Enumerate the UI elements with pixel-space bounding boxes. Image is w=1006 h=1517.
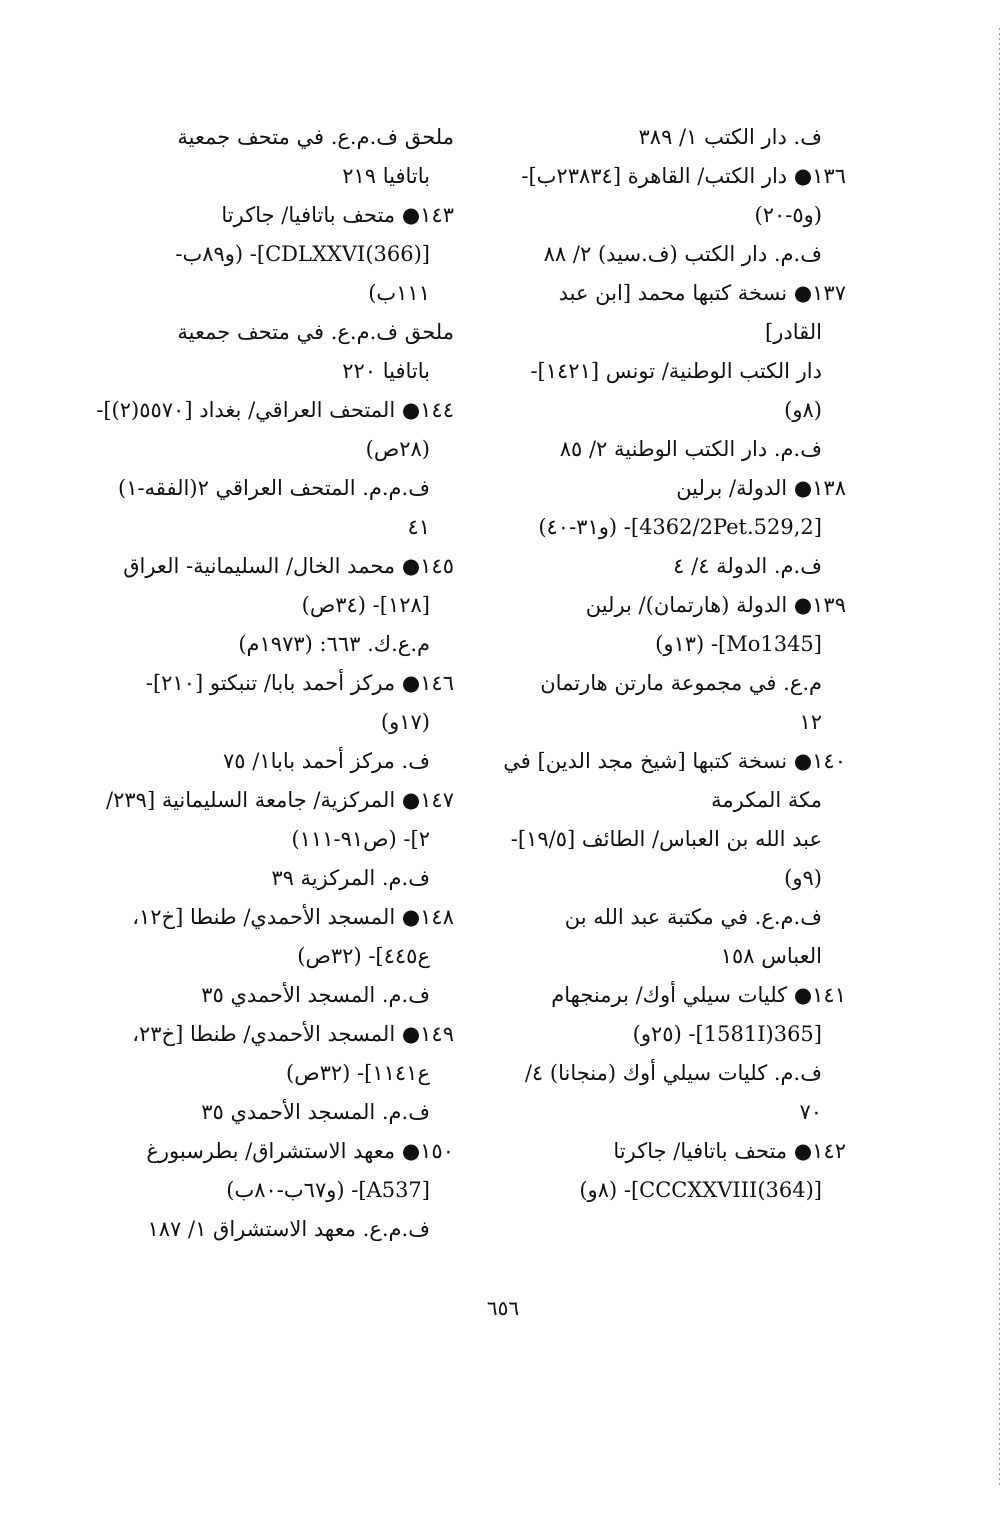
- entry-detail-line: مكة المكرمة: [711, 788, 822, 812]
- entry-detail-line: ف.م. الدولة ٤/ ٤: [673, 554, 822, 578]
- entry-detail-line: ف. مركز أحمد بابا١/ ٧٥: [223, 749, 430, 773]
- scan-edge-line: [999, 28, 1000, 1488]
- entry-detail-line: (و٥-٢٠): [754, 203, 822, 227]
- left-column: [96, 118, 454, 1249]
- entry-heading-line: ١٣٦● دار الكتب/ القاهرة [٢٣٨٣٤ب]-: [521, 164, 846, 188]
- entry-detail-line: [4362/2Pet.529,2]- (و٣١-٤٠): [538, 515, 822, 539]
- entry-detail-line: م.ع.ك. ٦٦٣: (١٩٧٣م): [238, 632, 430, 656]
- entry-detail-line: ف.م.ع. معهد الاستشراق ١/ ١٨٧: [147, 1217, 430, 1241]
- entry-heading-line: ١٤٨● المسجد الأحمدي/ طنطا [خ١٢،: [132, 905, 454, 929]
- entry-detail-line: باتافيا ٢٢٠: [342, 359, 430, 383]
- entry-detail-line: ١١١ب): [368, 281, 430, 305]
- entry-heading-line: ١٣٨● الدولة/ برلين: [676, 476, 846, 500]
- entry-detail-line: (٢٨ص): [365, 437, 430, 461]
- entry-heading-line: ١٥٠● معهد الاستشراق/ بطرسبورغ: [146, 1139, 454, 1163]
- entry-detail-line: ١٢: [799, 710, 822, 734]
- entry-detail-line: ف. دار الكتب ١/ ٣٨٩: [638, 125, 822, 149]
- entry-heading-line: ١٤٥● محمد الخال/ السليمانية- العراق: [123, 554, 454, 578]
- entry-heading-line: ١٣٩● الدولة (هارتمان)/ برلين: [585, 593, 846, 617]
- entry-detail-line: باتافيا ٢١٩: [342, 164, 430, 188]
- entry-detail-line: [(364)CCCXXVIII]- (٨و): [579, 1178, 822, 1202]
- entry-heading-line: ملحق ف.م.ع. في متحف جمعية: [177, 125, 454, 149]
- entry-detail-line: [A537]- (و٦٧ب-٨٠ب): [226, 1178, 430, 1202]
- entry-heading-line: ١٤٢● متحف باتافيا/ جاكرتا: [613, 1139, 846, 1163]
- entry-heading-line: ١٣٧● نسخة كتبها محمد [ابن عبد: [558, 281, 846, 305]
- entry-detail-line: [(366)CDLXXVI]- (و٨٩ب-: [175, 242, 430, 266]
- entry-detail-line: ٤١: [407, 515, 430, 539]
- entry-heading-line: ١٤٣● متحف باتافيا/ جاكرتا: [221, 203, 454, 227]
- entry-heading-line: ١٤٩● المسجد الأحمدي/ طنطا [خ٢٣،: [132, 1022, 454, 1046]
- entry-detail-line: ف.م. دار الكتب الوطنية ٢/ ٨٥: [559, 437, 822, 461]
- entry-detail-line: دار الكتب الوطنية/ تونس [١٤٢١]-: [530, 359, 822, 383]
- entry-detail-line: ع٤٤٥]- (٣٢ص): [297, 944, 430, 968]
- entry-detail-line: (٩و): [784, 866, 822, 890]
- entry-heading-line: ١٤١● كليات سيلي أوك/ برمنجهام: [551, 983, 846, 1007]
- entry-detail-line: [Mo1345]- (١٣و): [655, 632, 822, 656]
- entry-detail-line: (١٧و): [380, 710, 430, 734]
- entry-detail-line: ف.م. دار الكتب (ف.سيد) ٢/ ٨٨: [543, 242, 822, 266]
- entry-detail-line: [365(1581I]- (٢٥و): [632, 1022, 822, 1046]
- entry-detail-line: [١٢٨]- (٣٤ص): [301, 593, 430, 617]
- entry-detail-line: العباس ١٥٨: [720, 944, 822, 968]
- entry-detail-line: ف.م. المركزية ٣٩: [271, 866, 430, 890]
- entry-heading-line: ١٤٠● نسخة كتبها [شيخ مجد الدين] في: [503, 749, 846, 773]
- entry-detail-line: ف.م. المسجد الأحمدي ٣٥: [201, 1100, 430, 1124]
- entry-detail-line: عبد الله بن العباس/ الطائف [١٩/٥]-: [510, 827, 822, 851]
- entry-detail-line: ف.م.ع. في مكتبة عبد الله بن: [564, 905, 822, 929]
- entry-detail-line: ف.م.م. المتحف العراقي ٢(الفقه-١): [118, 476, 430, 500]
- entry-detail-line: ٢]- (ص٩١-١١١): [291, 827, 430, 851]
- entry-detail-line: القادر]: [765, 320, 822, 344]
- entry-heading-line: ١٤٤● المتحف العراقي/ بغداد [٥٥٧٠(٢)]-: [96, 398, 454, 422]
- entry-detail-line: ف.م. المسجد الأحمدي ٣٥: [201, 983, 430, 1007]
- entry-heading-line: ١٤٦● مركز أحمد بابا/ تنبكتو [٢١٠]-: [145, 671, 454, 695]
- entry-heading-line: ١٤٧● المركزية/ جامعة السليمانية [٢٣٩/: [106, 788, 454, 812]
- entry-detail-line: ف.م. كليات سيلي أوك (منجانا) ٤/: [524, 1061, 822, 1085]
- entry-detail-line: ٧٠: [799, 1100, 822, 1124]
- entry-detail-line: (٨و): [784, 398, 822, 422]
- page-number: ٦٥٦: [486, 1296, 520, 1320]
- entry-detail-line: ع١١٤١]- (٣٢ص): [286, 1061, 430, 1085]
- right-column: [501, 118, 846, 1210]
- entry-detail-line: م.ع. في مجموعة مارتن هارتمان: [540, 671, 822, 695]
- entry-heading-line: ملحق ف.م.ع. في متحف جمعية: [177, 320, 454, 344]
